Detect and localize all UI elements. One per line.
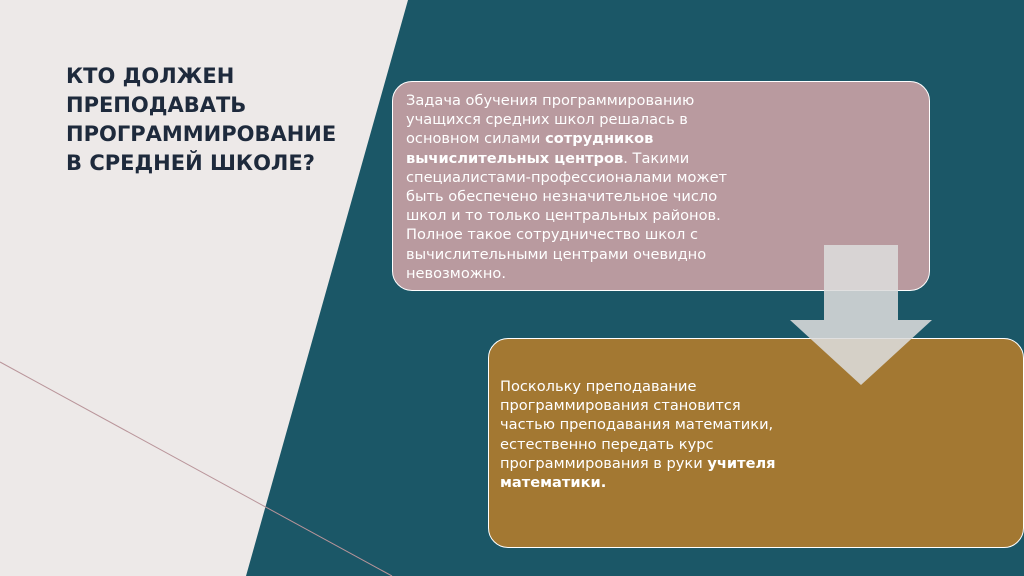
down-arrow-icon	[790, 245, 932, 385]
bottom-text-bold: учителя математики.	[500, 454, 776, 492]
top-text-part-1: Задача обучения программированию учащихся средних школ решалась в основном силами	[406, 92, 695, 148]
bottom-text-part-1: Поскольку преподавание программирования становится частью преподавания математики, естественно передать курс программирования в руки	[500, 378, 774, 472]
bottom-text	[500, 377, 790, 492]
top-text-part-2: . Такими специалистами-профессионалами может быть обеспечено незначительное число школ и то только центральных районов. Полное такое сотрудничество школ с вычислительными центрами очевидно невозможно.	[406, 149, 728, 282]
top-text	[406, 91, 736, 283]
slide-title: КТО ДОЛЖЕН ПРЕПОДАВАТЬ ПРОГРАММИРОВАНИЕ В СРЕДНЕЙ ШКОЛЕ?	[66, 64, 337, 175]
top-text-bold: сотрудников вычислительных центров	[406, 130, 654, 167]
